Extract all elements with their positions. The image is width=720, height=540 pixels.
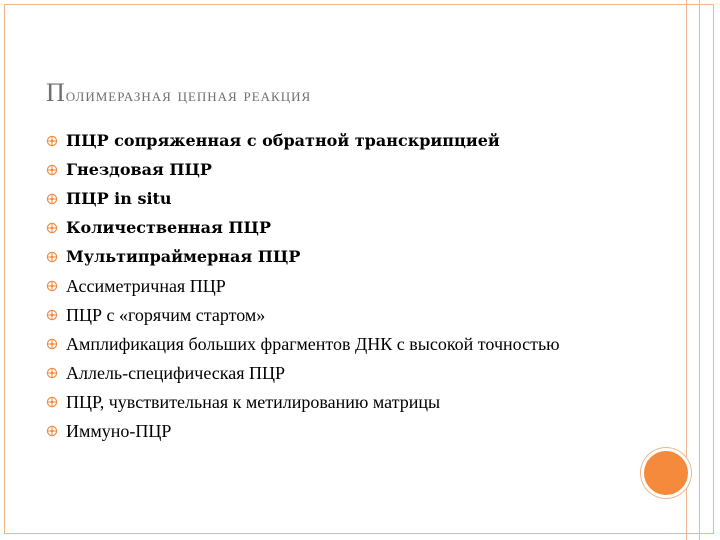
bullet-item bbox=[46, 333, 646, 355]
bullet-item bbox=[46, 188, 646, 210]
flower-bullet-icon bbox=[46, 425, 58, 437]
bullet-text: Гнездовая ПЦР bbox=[66, 160, 212, 179]
bullet-item bbox=[46, 275, 646, 297]
bullet-item bbox=[46, 217, 646, 239]
slide-title bbox=[46, 78, 311, 108]
flower-bullet-icon bbox=[46, 164, 58, 176]
bullet-item bbox=[46, 391, 646, 413]
bullet-text: ПЦР, чувствительная к метилированию матрицы bbox=[66, 392, 441, 412]
right-decorative-band bbox=[686, 0, 700, 540]
bullet-text: ПЦР in situ bbox=[66, 189, 172, 208]
bullet-item bbox=[46, 362, 646, 384]
bullet-text: Количественная ПЦР bbox=[66, 218, 271, 237]
bullet-item bbox=[46, 159, 646, 181]
flower-bullet-icon bbox=[46, 251, 58, 263]
bullet-item bbox=[46, 130, 646, 152]
slide-title-initial: П bbox=[46, 78, 66, 107]
bullet-text: Ассиметричная ПЦР bbox=[66, 276, 226, 296]
flower-bullet-icon bbox=[46, 338, 58, 350]
bullet-text: ПЦР с «горячим стартом» bbox=[66, 305, 266, 325]
bullet-list bbox=[46, 130, 646, 449]
flower-bullet-icon bbox=[46, 222, 58, 234]
flower-bullet-icon bbox=[46, 396, 58, 408]
bullet-text: Аллель-специфическая ПЦР bbox=[66, 363, 286, 383]
bullet-item bbox=[46, 246, 646, 268]
flower-bullet-icon bbox=[46, 367, 58, 379]
bullet-text: Иммуно-ПЦР bbox=[66, 421, 172, 441]
slide-title-rest: олимеразная цепная реакция bbox=[65, 85, 312, 106]
bullet-text: Амплификация больших фрагментов ДНК с высокой точностью bbox=[66, 334, 560, 354]
bullet-text: ПЦР сопряженная с обратной транскрипцией bbox=[66, 131, 500, 150]
bullet-item bbox=[46, 304, 646, 326]
flower-bullet-icon bbox=[46, 309, 58, 321]
bullet-item bbox=[46, 420, 646, 442]
flower-bullet-icon bbox=[46, 193, 58, 205]
accent-circle bbox=[641, 448, 691, 498]
bullet-text: Мультипраймерная ПЦР bbox=[66, 247, 301, 266]
flower-bullet-icon bbox=[46, 280, 58, 292]
flower-bullet-icon bbox=[46, 135, 58, 147]
